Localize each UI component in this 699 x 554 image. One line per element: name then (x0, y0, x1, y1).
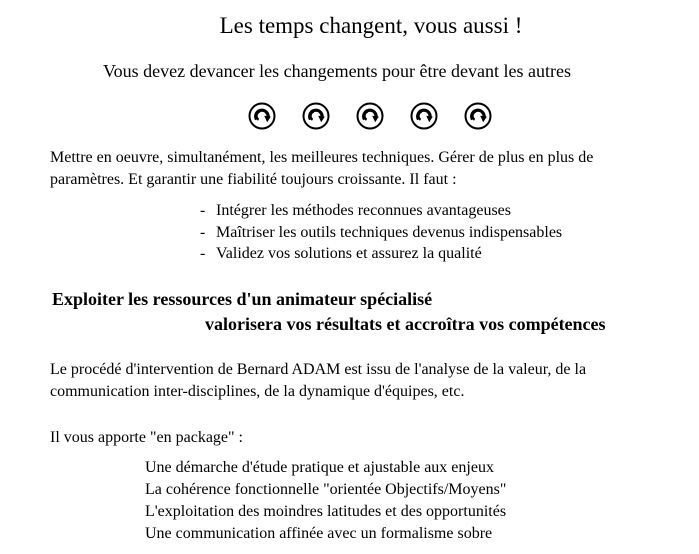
recycle-icon (248, 102, 276, 130)
list-item-text: Maîtriser les outils techniques devenus indispensables (216, 223, 563, 241)
recycle-icon (302, 102, 330, 130)
package-heading: Il vous apporte "en package" : (50, 429, 243, 446)
intro-line: paramètres. Et garantir une fiabilité toujours croissante. Il faut : (50, 171, 457, 188)
procede-line: communication inter-disciplines, de la dynamique d'équipes, etc. (50, 383, 465, 400)
list-item-text: Validez vos solutions et assurez la qualité (216, 245, 482, 262)
intro-paragraph (50, 147, 690, 191)
page-title: Les temps changent, vous aussi ! (219, 13, 523, 38)
recycle-icon (464, 102, 492, 130)
dash-bullet: - (200, 202, 206, 219)
icon-row (248, 102, 518, 132)
dash-bullet: - (200, 223, 206, 241)
recycle-icon (356, 102, 384, 130)
list-item (200, 243, 562, 265)
package-list (145, 457, 506, 545)
list-item-text: Intégrer les méthodes reconnues avantageuses (216, 202, 511, 219)
subtitle: Vous devez devancer les changements pour être devant les autres (103, 61, 571, 81)
dash-list (200, 200, 562, 265)
highlight-line: valorisera vos résultats et accroîtra vos compétences (205, 314, 606, 334)
list-item: Une communication affinée avec un formalisme sobre (145, 525, 493, 542)
intro-line: Mettre en oeuvre, simultanément, les meilleures techniques. Gérer de plus en plus de (50, 149, 594, 166)
list-item: La cohérence fonctionnelle "orientée Objectifs/Moyens" (145, 481, 507, 498)
list-item: Une démarche d'étude pratique et ajustable aux enjeux (145, 459, 494, 476)
procede-paragraph (50, 359, 586, 403)
dash-bullet: - (200, 245, 206, 262)
list-item (200, 222, 562, 244)
list-item: L'exploitation des moindres latitudes et des opportunités (145, 503, 507, 520)
highlight-line: Exploiter les ressources d'un animateur spécialisé (52, 289, 433, 309)
list-item (200, 200, 562, 222)
procede-line: Le procédé d'intervention de Bernard ADAM est issu de l'analyse de la valeur, de la (50, 361, 587, 378)
recycle-icon (410, 102, 438, 130)
